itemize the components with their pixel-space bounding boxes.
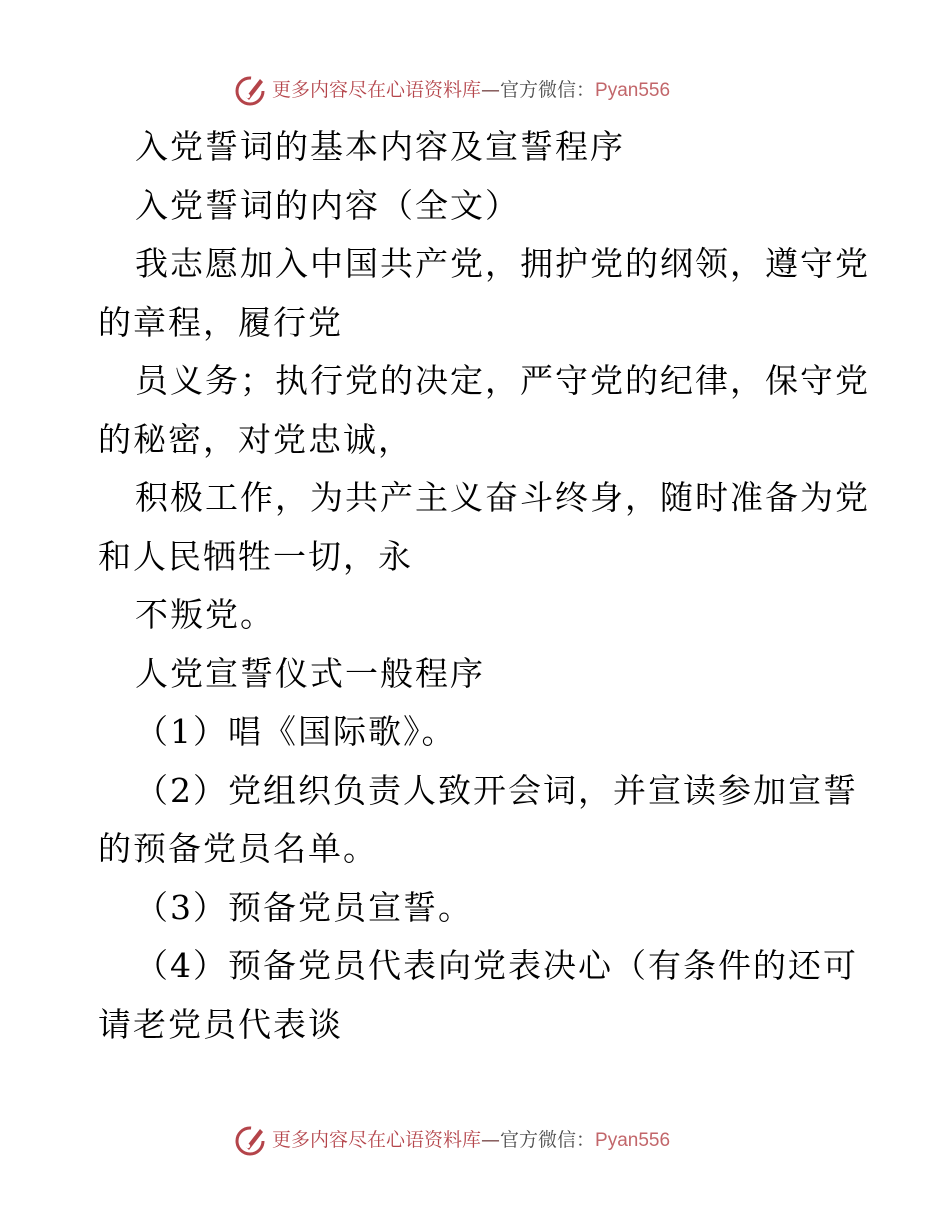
procedure-step: （4）预备党员代表向党表决心（有条件的还可 — [135, 946, 858, 985]
paragraph-line: 我志愿加入中国共产党，拥护党的纲领，遵守党 — [135, 244, 870, 283]
paragraph-line: 积极工作，为共产主义奋斗终身，随时准备为党 — [135, 478, 870, 517]
paragraph-line: 的秘密，对党忠诚， — [98, 419, 413, 459]
watermark-dash: — — [481, 1129, 501, 1151]
paragraph-line: 员义务；执行党的决定，严守党的纪律，保守党 — [135, 361, 870, 400]
watermark-main: 更多内容尽在心语资料库 — [272, 1129, 482, 1151]
watermark-header — [0, 70, 950, 110]
paragraph-line: 的章程，履行党 — [98, 302, 343, 342]
document-body — [98, 118, 870, 1054]
watermark-text — [272, 1126, 670, 1155]
section-heading-procedure: 人党宣誓仪式一般程序 — [135, 653, 485, 693]
document-title: 入党誓词的基本内容及宣誓程序 — [135, 127, 625, 166]
procedure-step: （2）党组织负责人致开会词，并宣读参加宣誓 — [135, 770, 858, 810]
watermark-wechat-id: Pyan556 — [595, 80, 671, 101]
watermark-footer — [0, 1120, 950, 1160]
pen-nib-logo-icon — [234, 1123, 268, 1157]
watermark-dash: — — [481, 79, 501, 101]
paragraph-line: 和人民牺牲一切，永 — [98, 536, 413, 576]
watermark-wechat-id: Pyan556 — [595, 1130, 671, 1151]
watermark-label: 官方微信： — [500, 1129, 596, 1151]
procedure-step: （3）预备党员宣誓。 — [135, 887, 473, 927]
watermark-label: 官方微信： — [500, 79, 596, 101]
section-heading-oath: 入党誓词的内容（全文） — [135, 185, 520, 225]
procedure-step: （1）唱《国际歌》。 — [135, 712, 457, 751]
watermark-text — [272, 76, 670, 105]
paragraph-line: 不叛党。 — [135, 595, 275, 634]
paragraph-line: 的预备党员名单。 — [98, 829, 378, 868]
paragraph-line: 请老党员代表谈 — [98, 1004, 343, 1044]
watermark-main: 更多内容尽在心语资料库 — [272, 79, 482, 101]
pen-nib-logo-icon — [234, 73, 268, 107]
